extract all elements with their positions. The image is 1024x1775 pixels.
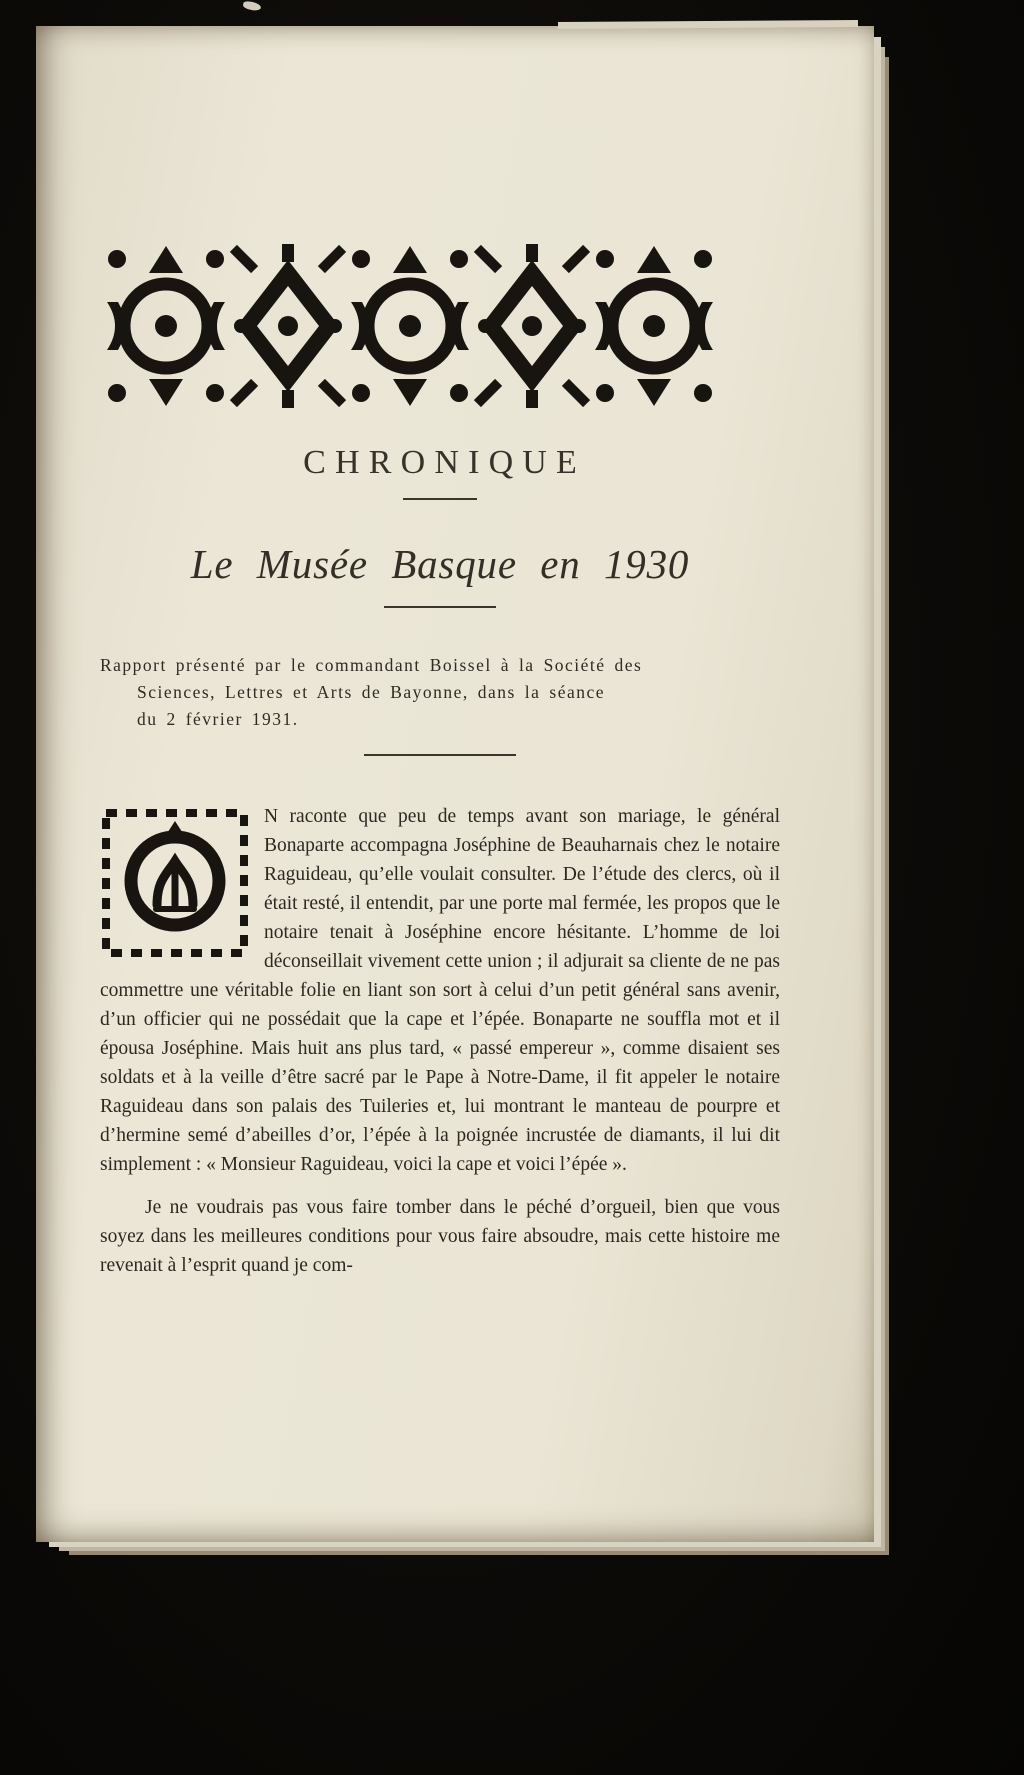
woodcut-ornament-band: [105, 244, 715, 408]
paragraph-text: N raconte que peu de temps avant son mariage, le général Bonaparte accompagna Joséphine de Beauharnais chez le notaire Raguideau, qu’elle voulait consulter. De l’étude des clercs, où il était resté, il entendit, par une porte mal fermée, les propos que le notaire tenait à Joséphine encore hésitante. L’homme de loi déconseillait vivement cette union ; il adjurait sa cliente de ne pas commettre une véritable folie en liant son sort à celui d’un petit général sans avenir, d’un officier qui ne possédait que la cape et l’épée. Bonaparte ne souffla mot et il épousa Joséphine. Mais huit ans plus tard, « passé empereur », comme disaient ses soldats et à la veille d’être sacré par le Pape à Notre-Dame, il fit appeler le notaire Raguideau dans son palais des Tuileries et, lui montrant le manteau de pourpre et d’hermine semé d’abeilles d’or, l’épée à la poignée incrustée de diamants, il lui dit simplement : « Monsieur Raguideau, voici la cape et voici l’épée ».: [100, 806, 780, 1175]
article-body: [100, 802, 780, 1280]
report-note: [100, 652, 780, 733]
scan-artifact: [242, 0, 261, 11]
divider-rule: [384, 606, 496, 608]
article-title: Le Musée Basque en 1930: [190, 541, 690, 587]
report-note-line: du 2 février 1931.: [137, 709, 299, 729]
divider-rule: [403, 498, 477, 500]
article-paragraph: Je ne voudrais pas vous faire tomber dans le péché d’orgueil, bien que vous soyez dans les meilleures conditions pour vous faire absoudre, mais cette histoire me revenait à l’esprit quand je com-: [100, 1197, 780, 1276]
report-note-line: Rapport présenté par le commandant Boissel à la Société des: [100, 655, 643, 675]
article-paragraph: [100, 802, 780, 1179]
report-note-line: Sciences, Lettres et Arts de Bayonne, dans la séance: [137, 682, 605, 702]
page-content: [100, 26, 780, 1280]
book-page: [36, 26, 874, 1542]
section-heading: CHRONIQUE: [303, 444, 586, 481]
ornamental-initial: [100, 807, 250, 959]
initial-letter-woodcut-icon: [100, 807, 250, 959]
divider-rule: [364, 754, 516, 756]
